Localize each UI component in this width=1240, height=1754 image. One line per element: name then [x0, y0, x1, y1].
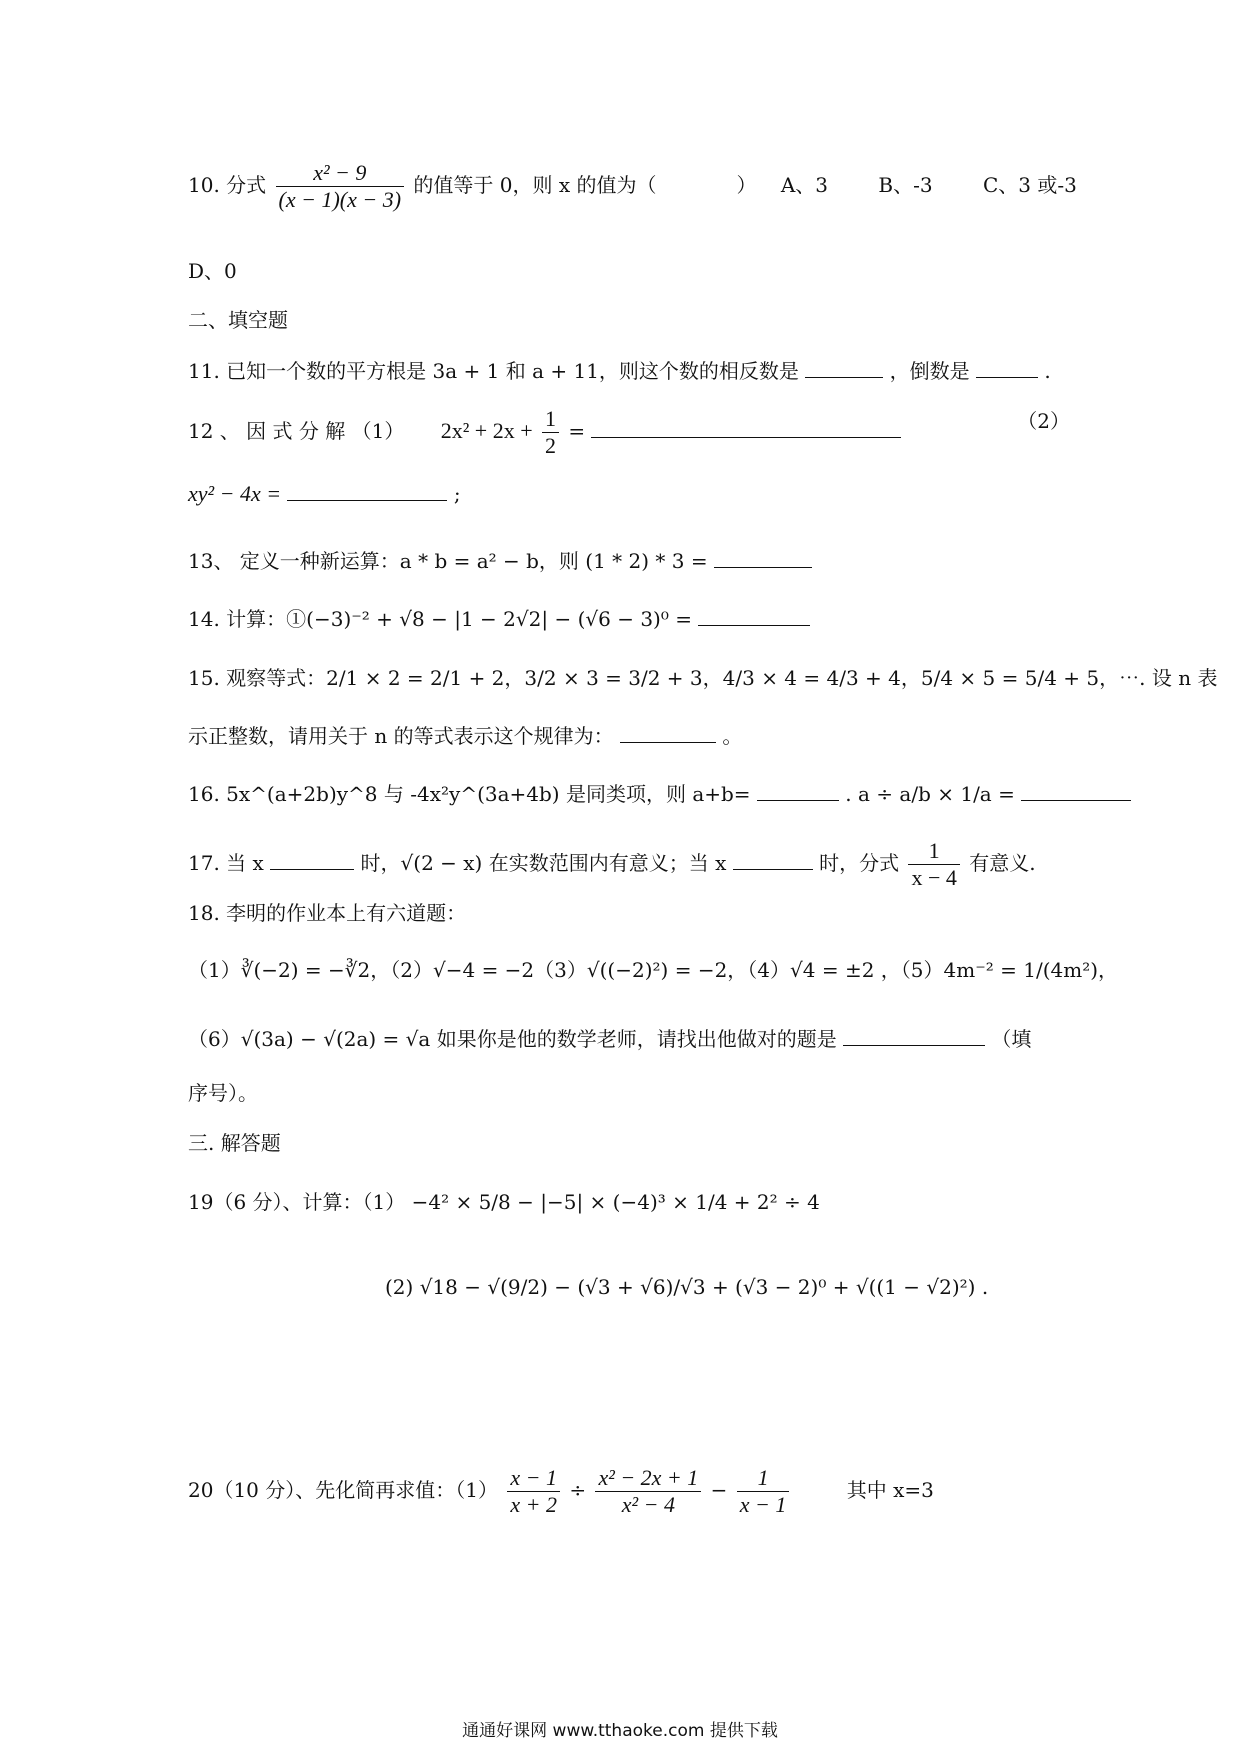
question-13	[188, 545, 1070, 576]
q20-fraction-3	[737, 1465, 790, 1518]
q17-part1: 17. 当 x	[188, 851, 264, 875]
q20-f2-den: x² − 4	[621, 1492, 675, 1517]
q20-prefix: 20（10 分）、先化简再求值：（1）	[188, 1478, 498, 1502]
q20-f1-num: x − 1	[507, 1465, 560, 1492]
q11-mid: ，倒数是	[889, 359, 970, 383]
section-3-title: 三. 解答题	[188, 1131, 281, 1155]
q12-expr: 2x² + 2x +	[440, 418, 533, 443]
q16-mid: . a ÷ a/b × 1/a =	[845, 782, 1015, 806]
q12-eq: =	[568, 419, 586, 443]
q12-half-den: 2	[544, 433, 556, 458]
q18-blank[interactable]	[843, 1023, 985, 1046]
q12-half	[542, 406, 559, 459]
question-15-line2	[188, 720, 1070, 751]
question-10	[188, 160, 1077, 213]
q15-blank[interactable]	[620, 720, 716, 743]
q18-line3a: （6）√(3a) − √(2a) = √a 如果你是他的数学老师，请找出他做对的题是	[188, 1027, 837, 1051]
q20-f2-num: x² − 2x + 1	[595, 1465, 701, 1492]
q20-fraction-1	[507, 1465, 560, 1518]
question-18-line4: 序号）。	[188, 1081, 258, 1105]
q20-op1: ÷	[569, 1478, 587, 1502]
q18-line3b: （填	[991, 1027, 1032, 1051]
q10-fraction	[276, 160, 405, 213]
q12-prefix: 12 、 因 式 分 解 （1）	[188, 419, 405, 443]
question-12-part2	[188, 478, 1070, 509]
q17-part2: 时，√(2 − x) 在实数范围内有意义；当 x	[360, 851, 727, 875]
q15-end: 。	[722, 724, 743, 748]
q11-blank-2[interactable]	[976, 355, 1038, 378]
question-19-line1: 19（6 分）、计算：（1） −4² × 5/8 − |−5| × (−4)³ × 1/4 + 2² ÷ 4	[188, 1190, 820, 1214]
q10-suffix: 的值等于 0，则 x 的值为（ ）	[413, 173, 757, 197]
q13-text: 13、 定义一种新运算：a * b = a² − b，则 (1 * 2) * 3 =	[188, 549, 708, 573]
q10-option-c: C、3 或-3	[982, 173, 1077, 197]
question-19-line2: (2) √18 − √(9/2) − (√3 + √6)/√3 + (√3 − 2)⁰ + √((1 − √2)²) .	[385, 1275, 989, 1299]
q20-op2: −	[710, 1478, 728, 1502]
question-14	[188, 603, 1070, 634]
q11-blank-1[interactable]	[805, 355, 883, 378]
q11-text: 11. 已知一个数的平方根是 3a + 1 和 a + 11，则这个数的相反数是	[188, 359, 799, 383]
question-18-items: （1）∛(−2) = −∛2，（2）√−4 = −2（3）√((−2)²) = −2，（4）√4 = ±2 ，（5）4m⁻² = 1/(4m²)，	[188, 958, 1119, 982]
q15-line2-text: 示正整数，请用关于 n 的等式表示这个规律为：	[188, 724, 614, 748]
question-18-title: 18. 李明的作业本上有六道题：	[188, 901, 467, 925]
question-15-line1: 15. 观察等式：2/1 × 2 = 2/1 + 2，3/2 × 3 = 3/2 + 3，4/3 × 4 = 4/3 + 4，5/4 × 5 = 5/4 + 5，⋯. 设 n 表	[188, 666, 1218, 690]
q12-expr2: xy² − 4x =	[188, 481, 282, 506]
q20-condition: 其中 x=3	[846, 1478, 934, 1502]
q16-text: 16. 5x^(a+2b)y^8 与 -4x²y^(3a+4b) 是同类项，则 a+b=	[188, 782, 751, 806]
q20-f3-den: x − 1	[739, 1492, 787, 1517]
q17-part4: 有意义.	[969, 851, 1036, 875]
q14-text: 14. 计算：①(−3)⁻² + √8 − |1 − 2√2| − (√6 − 3)⁰ =	[188, 607, 692, 631]
question-16	[188, 778, 1070, 809]
q17-blank-1[interactable]	[270, 847, 354, 870]
q17-frac-den: x − 4	[911, 865, 957, 890]
q12-end: ;	[453, 482, 461, 506]
q20-f3-num: 1	[737, 1465, 790, 1492]
question-17	[188, 838, 1070, 891]
q12-part2: （2）	[1017, 409, 1070, 433]
q16-blank-1[interactable]	[757, 778, 839, 801]
q10-option-d-line	[188, 256, 1070, 286]
page-footer: 通通好课网 www.tthaoke.com 提供下载	[462, 1721, 778, 1741]
q20-f1-den: x + 2	[510, 1492, 557, 1517]
q17-blank-2[interactable]	[733, 847, 813, 870]
section-2-title: 二、填空题	[188, 308, 288, 332]
q12-blank-2[interactable]	[287, 478, 447, 501]
question-12	[188, 406, 1070, 459]
q20-fraction-2	[595, 1465, 701, 1518]
q10-option-b: B、-3	[878, 173, 933, 197]
q12-blank-1[interactable]	[591, 415, 901, 438]
q12-half-num: 1	[542, 406, 559, 433]
q14-blank[interactable]	[698, 603, 810, 626]
question-11	[188, 355, 1070, 386]
q10-option-d: D、0	[188, 259, 237, 283]
q17-part3: 时，分式	[819, 851, 900, 875]
q13-blank[interactable]	[714, 545, 812, 568]
q10-option-a: A、3	[780, 173, 829, 197]
q10-numerator: x² − 9	[276, 160, 405, 187]
q17-fraction	[908, 838, 959, 891]
q17-frac-num: 1	[908, 838, 959, 865]
q10-prefix: 10. 分式	[188, 173, 267, 197]
question-18-line3	[188, 1023, 1070, 1054]
q11-end: .	[1044, 359, 1051, 383]
question-20	[188, 1465, 1070, 1518]
q16-blank-2[interactable]	[1021, 778, 1131, 801]
q10-denominator: (x − 1)(x − 3)	[278, 187, 402, 212]
